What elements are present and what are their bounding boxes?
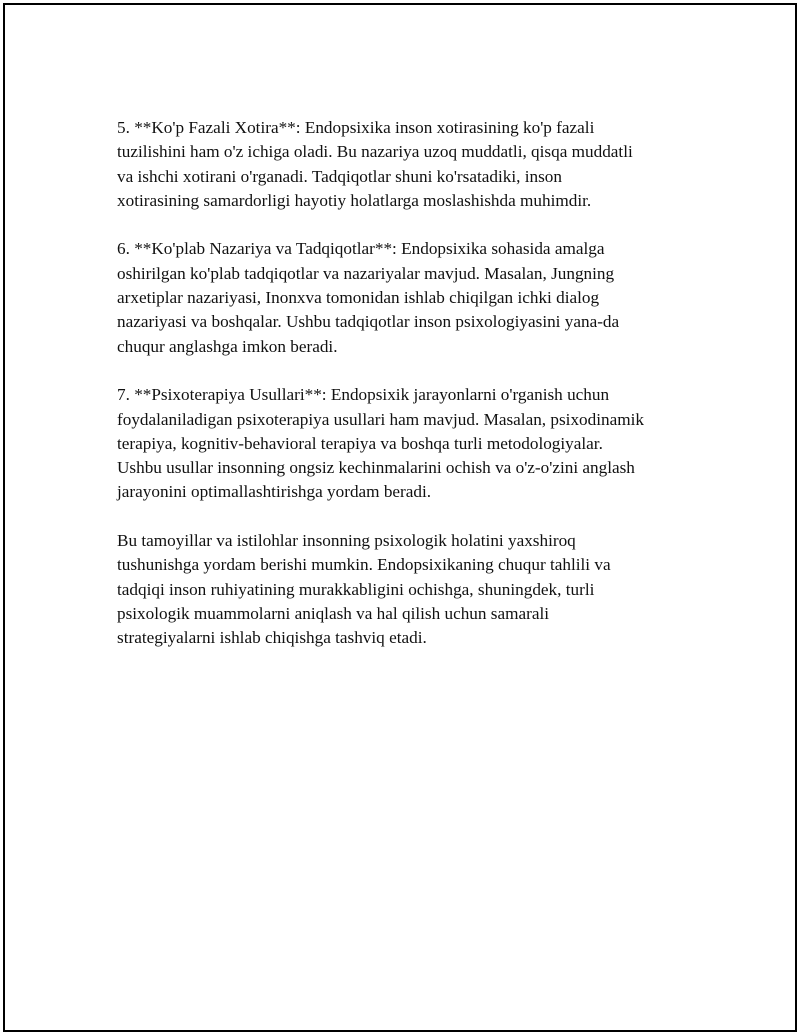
paragraph-conclusion: Bu tamoyillar va istilohlar insonning psixologik holatini yaxshiroq tushunishga yordam berishi mumkin. Endopsixikaning chuqur tahlili va tadqiqi inson ruhiyatining murakkabligini ochishga, shuningdek, turli psixologik muammolarni aniqlash va hal qilish uchun samarali strategiyalarni ishlab chiqishga tashviq etadi. [117,531,611,648]
paragraph-theories-research: 6. **Ko'plab Nazariya va Tadqiqotlar**: Endopsixika sohasida amalga oshirilgan ko'plab tadqiqotlar va nazariyalar mavjud. Masalan, Jungning arxetiplar nazariyasi, Inonxva tomonidan ishlab chiqilgan ichki dialog nazariyasi va boshqalar. Ushbu tadqiqotlar inson psixologiyasini yana-da chuqur anglashga imkon beradi. [117,239,620,356]
paragraph-multiphase-memory: 5. **Ko'p Fazali Xotira**: Endopsixika inson xotirasining ko'p fazali tuzilishini ham o'z ichiga oladi. Bu nazariya uzoq muddatli, qisqa muddatli va ishchi xotirani o'rganadi. Tadqiqotlar shuni ko'rsatadiki, inson xotirasining samardorligi hayotiy holatlarga moslashishda muhimdir. [117,118,633,210]
paragraph-psychotherapy-methods: 7. **Psixoterapiya Usullari**: Endopsixik jarayonlarni o'rganish uchun foydalaniladigan psixoterapiya usullari ham mavjud. Masalan, psixodinamik terapiya, kognitiv-behavioral terapiya va boshqa turli metodologiyalar. Ushbu usullar insonning ongsiz kechinmalarini ochish va o'z-o'zini anglash jarayonini optimallashtirishga yordam beradi. [117,385,644,502]
document-body [117,116,697,675]
